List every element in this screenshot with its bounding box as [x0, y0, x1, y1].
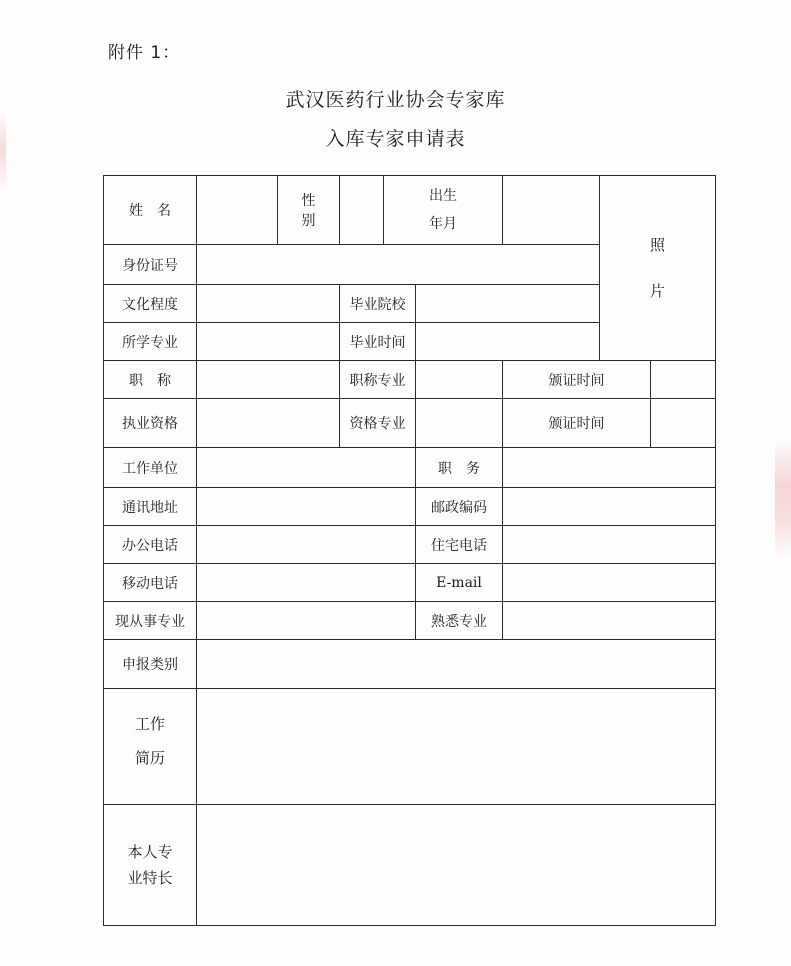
home-phone-field[interactable] [503, 526, 716, 564]
postal-code-field[interactable] [503, 488, 716, 526]
label-office-phone: 办公电话 [104, 526, 197, 564]
graduate-school-field[interactable] [416, 285, 600, 323]
form-title-line2: 入库专家申请表 [325, 128, 466, 150]
label-id-number: 身份证号 [104, 245, 197, 285]
application-category-field[interactable] [197, 640, 716, 689]
title-field[interactable] [197, 361, 340, 399]
label-birth-line2: 年月 [429, 216, 457, 232]
label-mobile-phone: 移动电话 [104, 564, 197, 602]
qualification-issue-time-field[interactable] [651, 399, 716, 448]
label-home-phone: 住宅电话 [416, 526, 503, 564]
photo-label-line1: 照 [650, 236, 666, 254]
label-expertise [104, 805, 197, 926]
label-education: 文化程度 [104, 285, 197, 323]
label-work-resume-line1: 工作 [134, 715, 165, 733]
title-specialty-field[interactable] [416, 361, 503, 399]
label-birth [384, 176, 503, 245]
work-resume-field[interactable] [197, 689, 716, 805]
label-practice-qualification: 执业资格 [104, 399, 197, 448]
label-qualification-specialty: 资格专业 [340, 399, 416, 448]
form-title-line1: 武汉医药行业协会专家库 [285, 89, 506, 111]
photo-box[interactable] [600, 176, 716, 361]
label-email: E-mail [416, 564, 503, 602]
education-field[interactable] [197, 285, 340, 323]
label-title-specialty: 职称专业 [340, 361, 416, 399]
major-field[interactable] [197, 323, 340, 361]
expertise-field[interactable] [197, 805, 716, 926]
current-specialty-field[interactable] [197, 602, 416, 640]
position-field[interactable] [503, 448, 716, 488]
mailing-address-field[interactable] [197, 488, 416, 526]
graduation-time-field[interactable] [416, 323, 600, 361]
label-work-resume-line2: 简历 [134, 749, 165, 767]
practice-qualification-field[interactable] [197, 399, 340, 448]
work-unit-field[interactable] [197, 448, 416, 488]
label-major: 所学专业 [104, 323, 197, 361]
email-field[interactable] [503, 564, 716, 602]
title-issue-time-field[interactable] [651, 361, 716, 399]
label-work-resume [104, 689, 197, 805]
label-title-issue-time: 颁证时间 [503, 361, 651, 399]
birth-field[interactable] [503, 176, 600, 245]
label-mailing-address: 通讯地址 [104, 488, 197, 526]
label-expertise-line2: 业特长 [127, 869, 173, 887]
qualification-specialty-field[interactable] [416, 399, 503, 448]
stamp-trace-right [775, 438, 791, 558]
label-birth-line1: 出生 [429, 188, 457, 204]
label-application-category: 申报类别 [104, 640, 197, 689]
familiar-specialty-field[interactable] [503, 602, 716, 640]
office-phone-field[interactable] [197, 526, 416, 564]
label-expertise-line1: 本人专 [127, 843, 173, 861]
label-qualification-issue-time: 颁证时间 [503, 399, 651, 448]
attachment-label: 附件 1： [108, 43, 181, 63]
label-gender: 性别 [278, 176, 340, 245]
gender-field[interactable] [340, 176, 384, 245]
label-position: 职务 [416, 448, 503, 488]
id-number-field[interactable] [197, 245, 600, 285]
label-current-specialty: 现从事专业 [104, 602, 197, 640]
label-graduate-school: 毕业院校 [340, 285, 416, 323]
mobile-phone-field[interactable] [197, 564, 416, 602]
label-graduation-time: 毕业时间 [340, 323, 416, 361]
application-form-table [103, 175, 716, 926]
label-postal-code: 邮政编码 [416, 488, 503, 526]
label-familiar-specialty: 熟悉专业 [416, 602, 503, 640]
label-work-unit: 工作单位 [104, 448, 197, 488]
photo-label-line2: 片 [650, 282, 666, 300]
label-title: 职称 [104, 361, 197, 399]
name-field[interactable] [197, 176, 278, 245]
label-name: 姓名 [104, 176, 197, 245]
